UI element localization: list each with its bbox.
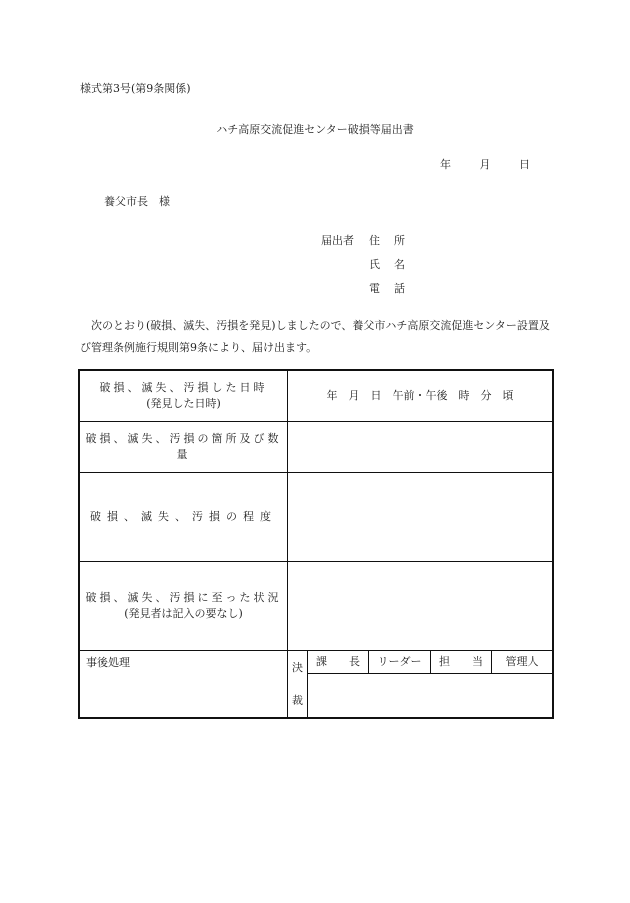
name-label-2: 名 [394,258,405,271]
addressee: 養父市長 様 [104,195,170,208]
phone-label-1: 電 [369,282,380,295]
row-circumstance-title: 破損、滅失、汚損に至った状況 [85,591,282,604]
datetime-placeholder: 年 月 日 午前・午後 時 分 頃 [326,389,514,402]
body-text: 次のとおり(破損、滅失、汚損を発見)しましたので、養父市ハチ高原交流促進センター設置及び管理条例施行規則第9条により、届け出ます。 [80,319,550,354]
date-month: 月 [479,158,491,171]
row-location-value[interactable] [288,422,552,472]
approval-leader-label: リーダー [377,655,422,668]
approval-head-leader [369,651,430,673]
approval-head-staff [431,651,491,673]
row-extent-title: 破損、滅失、汚損の程度 [90,510,277,523]
row-followup-title: 事後処理 [86,656,130,669]
row-location-label [80,422,287,472]
form-number: 様式第3号(第9条関係) [80,82,191,95]
date-line [440,156,530,172]
row-circumstance-label [80,562,287,650]
decision-column [288,651,307,717]
report-table [78,369,554,719]
row-circumstance-value[interactable] [288,562,552,650]
approval-head-manager [492,651,552,673]
address-label-1: 住 [369,234,380,247]
decision-char-1: 決 [292,660,303,674]
approval-section-chief-label: 課 長 [316,655,360,668]
address-label-2: 所 [394,234,405,247]
name-label-1: 氏 [369,258,380,271]
approval-manager-label: 管理人 [505,655,539,668]
applicant-address-line [321,232,405,248]
phone-label-2: 話 [394,282,405,295]
decision-char-2: 裁 [292,693,303,707]
date-day: 日 [519,158,530,171]
approval-staff-label: 担 当 [439,655,483,668]
row-extent-value[interactable] [288,473,552,561]
row-datetime-value [288,371,552,421]
applicant-label: 届出者 [321,234,354,247]
approval-head-section-chief [308,651,368,673]
applicant-name-line [321,256,405,272]
row-followup-label [80,651,287,717]
row-location-title: 破損、滅失、汚損の箇所及び数量 [85,432,282,461]
applicant-phone-line [321,280,405,296]
row-circumstance-subtitle: (発見者は記入の要なし) [124,607,243,620]
document-title: ハチ高原交流促進センター破損等届出書 [216,123,414,136]
row-extent-label [80,473,287,561]
row-datetime-label [80,371,287,421]
date-year: 年 [440,158,451,171]
row-datetime-title: 破損、滅失、汚損した日時 [99,381,268,394]
approval-stamp-area[interactable] [308,674,552,717]
row-datetime-subtitle: (発見した日時) [146,397,221,410]
